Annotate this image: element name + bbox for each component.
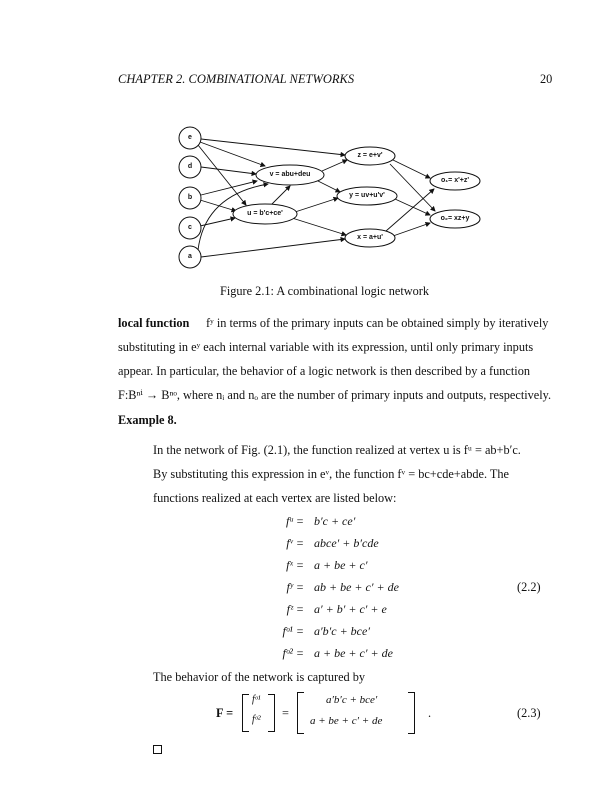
equation-fu-rhs: b′c + ce′	[314, 514, 356, 528]
label-v: v = abu+deu	[269, 171, 311, 178]
matrix-F: F =	[216, 706, 234, 720]
equation-fy-lhs: fʸ =	[286, 580, 304, 594]
label-a: a	[188, 253, 192, 260]
para-line-3: appear. In particular, the behavior of a logic network is then described by a function	[118, 364, 530, 378]
term-local-function: local function	[118, 316, 190, 330]
equation-fx-lhs: fˣ =	[286, 558, 304, 572]
label-b: b	[187, 194, 193, 201]
equation-fy-rhs: ab + be + c′ + de	[314, 580, 399, 594]
example-title: Example 8.	[118, 413, 177, 427]
label-x: x = a+u'	[357, 234, 383, 241]
matrix-right-bracket-open	[297, 692, 304, 734]
qed-box-icon	[153, 745, 162, 754]
label-o1: o₁= x'+z'	[440, 177, 470, 184]
matrix-left-bottom: fᵒ²	[252, 714, 261, 725]
matrix-left-bracket-open	[242, 694, 249, 732]
example-line-3: functions realized at each vertex are listed below:	[153, 491, 397, 505]
equation-fv-lhs: fᵛ =	[286, 536, 304, 550]
label-c: c	[188, 224, 192, 231]
label-u: u = b'c+ce'	[247, 210, 283, 217]
equation-fz-lhs: fᶻ =	[286, 602, 304, 616]
equation-fv-rhs: abce′ + b′cde	[314, 536, 379, 550]
example-line-1: In the network of Fig. (2.1), the function realized at vertex u is fᵘ = ab+b′c.	[153, 443, 521, 457]
label-y: y = uv+u'v'	[349, 192, 385, 199]
equation-fx-rhs: a + be + c′	[314, 558, 368, 572]
label-o2: o₂= xz+y	[440, 215, 470, 222]
network-figure	[0, 0, 612, 280]
para-line-2: substituting in eʸ each internal variable with its expression, until only primary inputs	[118, 340, 534, 354]
equation-fo1-rhs: a′b′c + bce′	[314, 624, 370, 638]
example-line-2: By substituting this expression in eᵛ, the function fᵛ = bc+cde+abde. The	[153, 467, 510, 481]
equation-fo2-rhs: a + be + c′ + de	[314, 646, 393, 660]
matrix-right-bottom: a + be + c′ + de	[310, 715, 383, 727]
equation-number-2-2: (2.2)	[517, 580, 541, 594]
matrix-period: .	[428, 706, 432, 720]
matrix-right-top: a′b′c + bce′	[326, 694, 378, 706]
matrix-left-bracket-close	[268, 694, 275, 732]
equation-fu-lhs: fᵘ =	[286, 514, 304, 528]
equation-number-2-3: (2.3)	[517, 706, 541, 720]
chapter-header: CHAPTER 2. COMBINATIONAL NETWORKS	[118, 72, 355, 86]
behavior-text: The behavior of the network is captured by	[153, 670, 366, 684]
para-line-1: fʸ in terms of the primary inputs can be obtained simply by iteratively	[206, 316, 549, 330]
label-e: e	[188, 134, 192, 141]
equation-fo2-lhs: fᵒ² =	[282, 646, 304, 660]
edges	[198, 139, 435, 257]
label-z: z = e+v'	[357, 152, 383, 159]
matrix-equals: =	[282, 706, 289, 720]
equation-fo1-lhs: fᵒ¹ =	[282, 624, 304, 638]
matrix-right-bracket-close	[408, 692, 415, 734]
page-number: 20	[540, 72, 553, 86]
matrix-left-top: fᵒ¹	[252, 694, 261, 705]
para-line-4: F:Bⁿⁱ → Bⁿᵒ, where nᵢ and nₒ are the number of primary inputs and outputs, respectively.	[118, 388, 552, 402]
label-d: d	[187, 163, 193, 170]
figure-caption: Figure 2.1: A combinational logic network	[220, 284, 430, 298]
equation-fz-rhs: a′ + b′ + c′ + e	[314, 602, 387, 616]
